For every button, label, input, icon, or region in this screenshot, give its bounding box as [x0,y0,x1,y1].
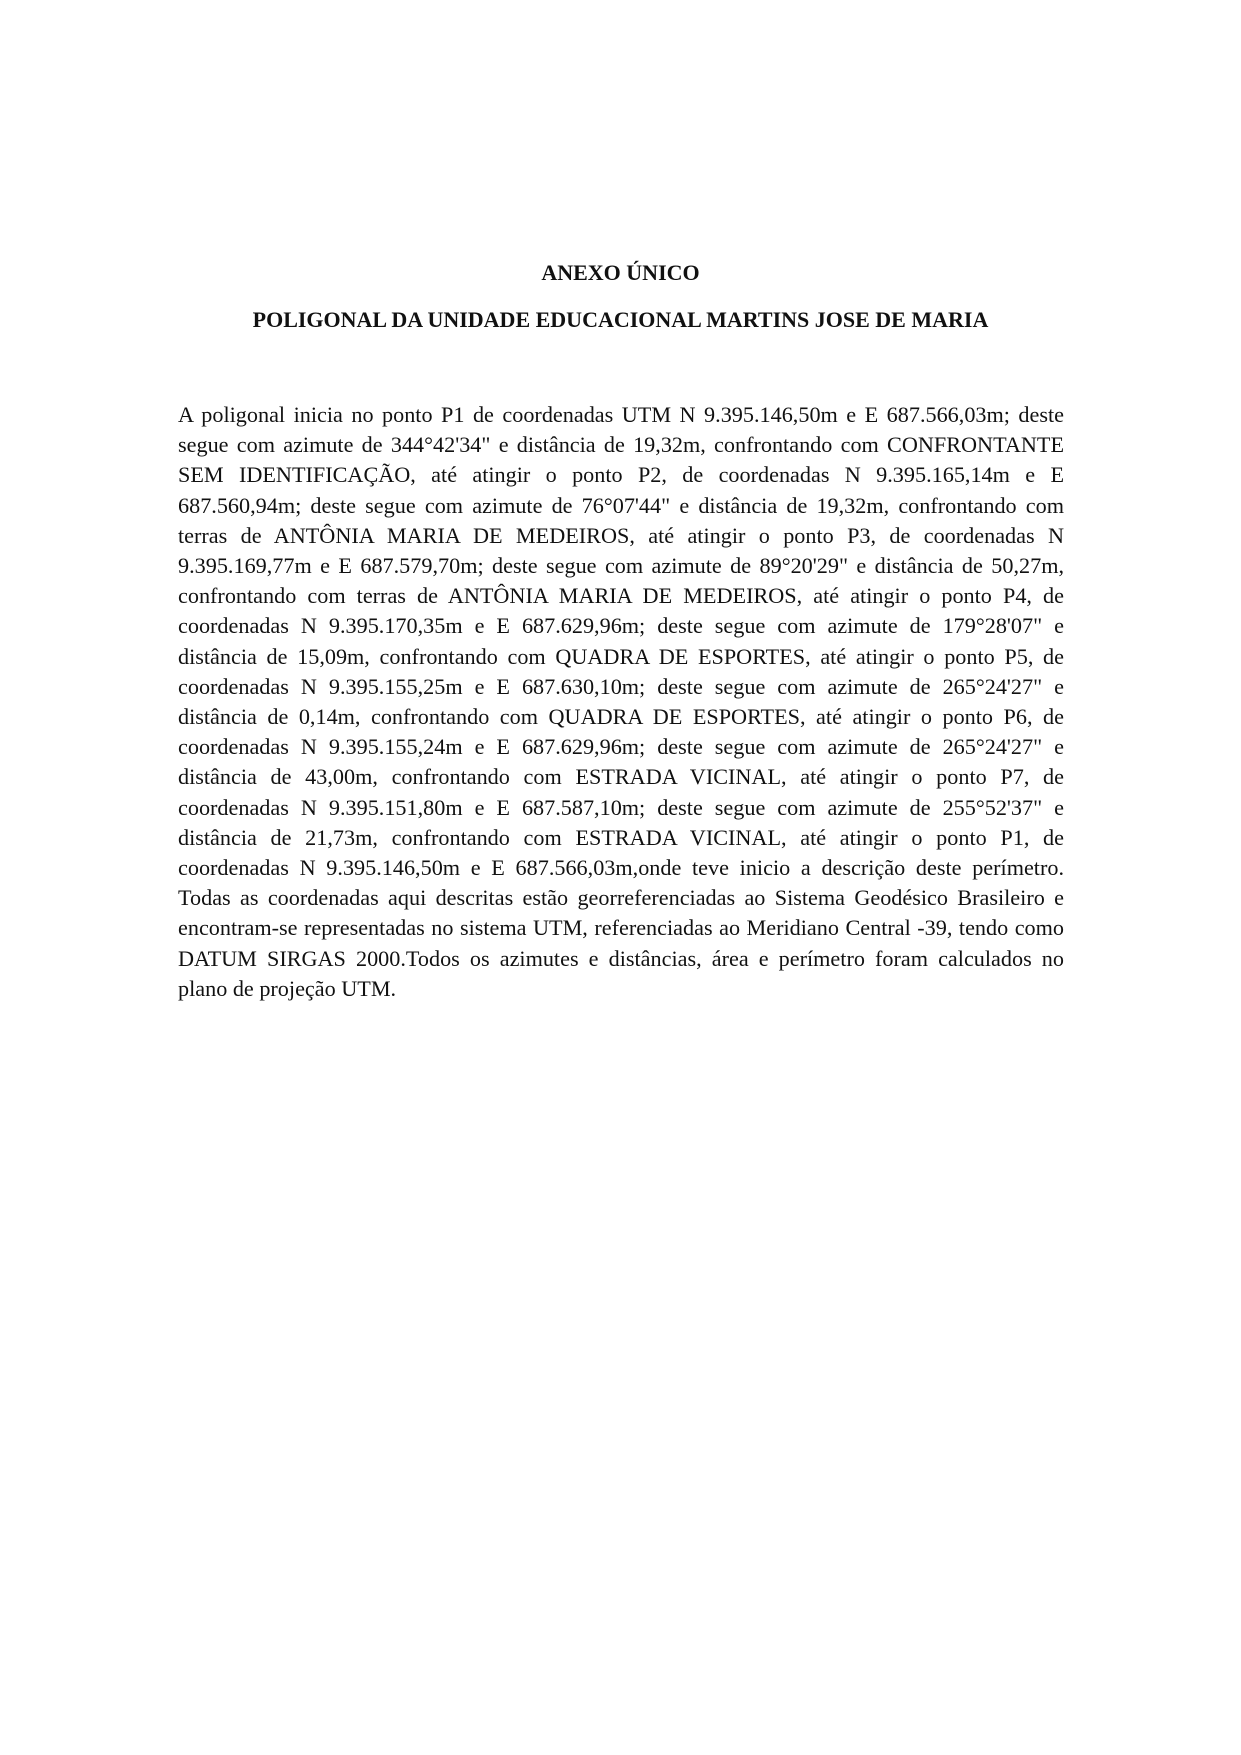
document-title: ANEXO ÚNICO [541,260,700,285]
perimeter-description-paragraph: A poligonal inicia no ponto P1 de coordenadas UTM N 9.395.146,50m e E 687.566,03m; deste segue com azimute de 344°42'34" e distância de 19,32m, confrontando com CONFRONTANTE SEM IDENTIFICAÇÃO, até atingir o ponto P2, de coordenadas N 9.395.165,14m e E 687.560,94m; deste segue com azimute de 76°07'44" e distância de 19,32m, confrontando com terras de ANTÔNIA MARIA DE MEDEIROS, até atingir o ponto P3, de coordenadas N 9.395.169,77m e E 687.579,70m; deste segue com azimute de 89°20'29" e distância de 50,27m, confrontando com terras de ANTÔNIA MARIA DE MEDEIROS, até atingir o ponto P4, de coordenadas N 9.395.170,35m e E 687.629,96m; deste segue com azimute de 179°28'07" e distância de 15,09m, confrontando com QUADRA DE ESPORTES, até atingir o ponto P5, de coordenadas N 9.395.155,25m e E 687.630,10m; deste segue com azimute de 265°24'27" e distância de 0,14m, confrontando com QUADRA DE ESPORTES, até atingir o ponto P6, de coordenadas N 9.395.155,24m e E 687.629,96m; deste segue com azimute de 265°24'27" e distância de 43,00m, confrontando com ESTRADA VICINAL, até atingir o ponto P7, de coordenadas N 9.395.151,80m e E 687.587,10m; deste segue com azimute de 255°52'37" e distância de 21,73m, confrontando com ESTRADA VICINAL, até atingir o ponto P1, de coordenadas N 9.395.146,50m e E 687.566,03m,onde teve inicio a descrição deste perímetro. Todas as coordenadas aqui descritas estão georreferenciadas ao Sistema Geodésico Brasileiro e encontram-se representadas no sistema UTM, referenciadas ao Meridiano Central -39, tendo como DATUM SIRGAS 2000.Todos os azimutes e distâncias, área e perímetro foram calculados no plano de projeção UTM. [178,402,1064,1001]
document-subtitle: POLIGONAL DA UNIDADE EDUCACIONAL MARTINS JOSE DE MARIA [252,307,989,332]
